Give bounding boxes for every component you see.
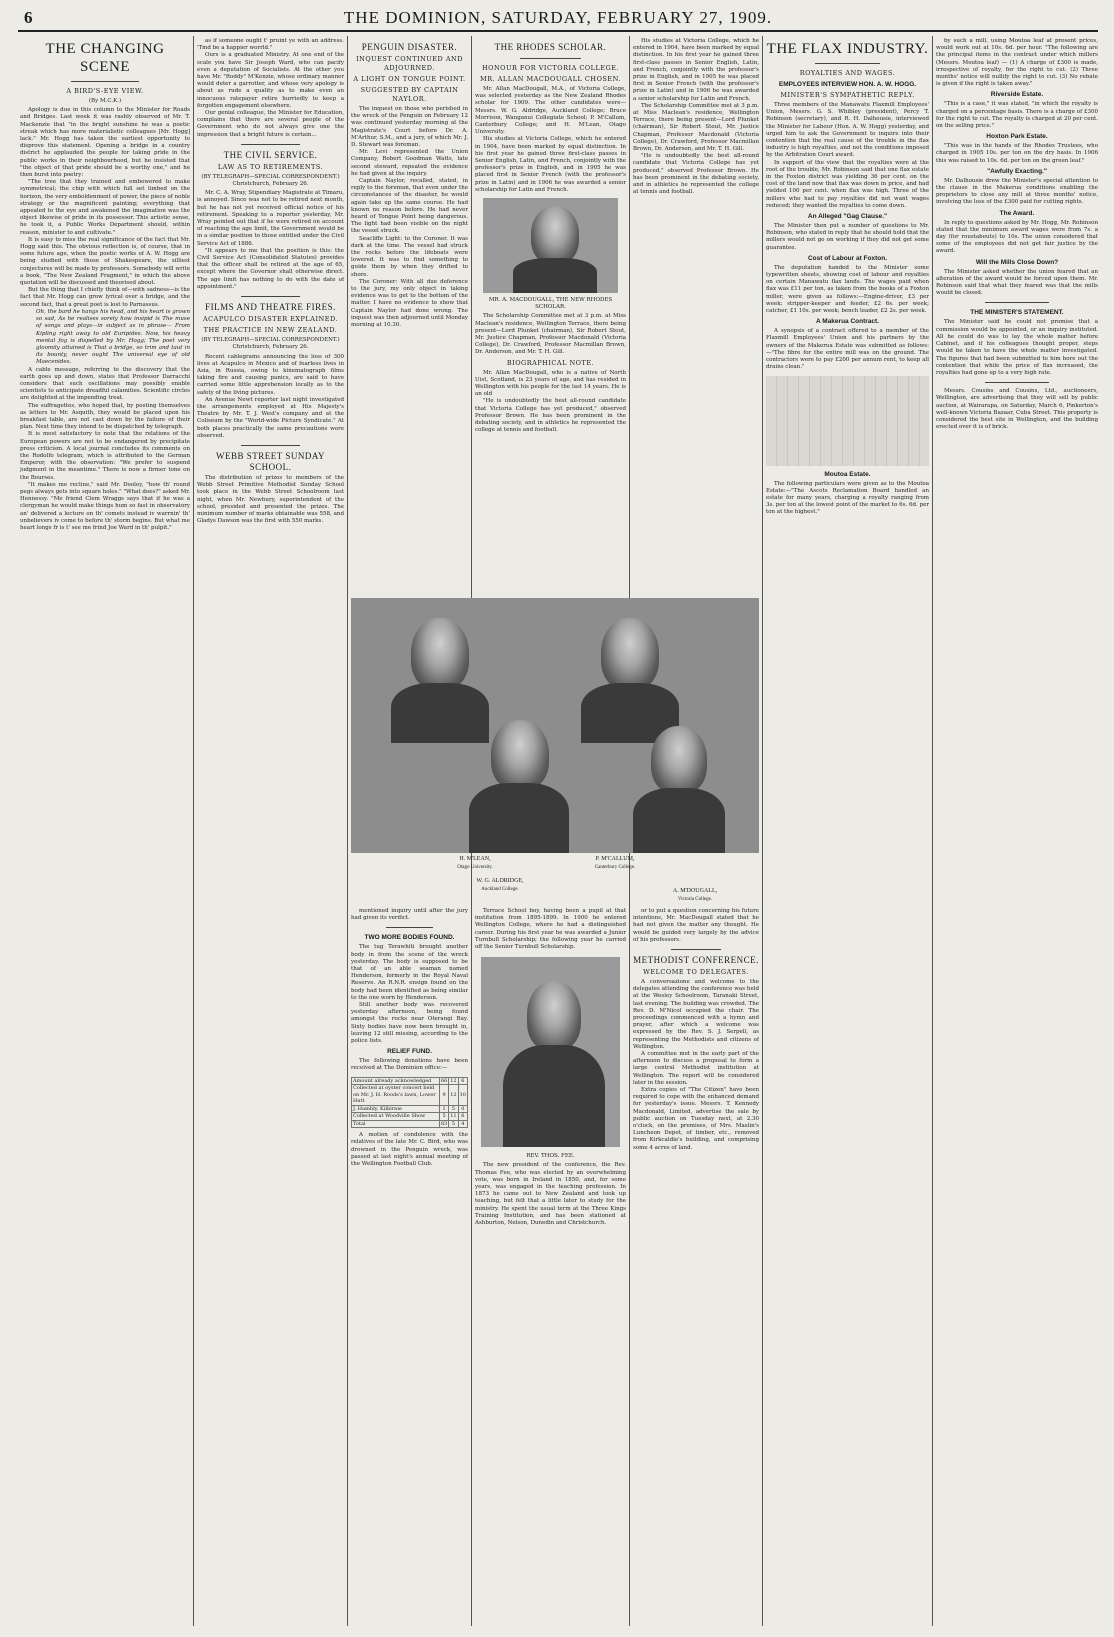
rhodes-portrait	[483, 198, 618, 293]
section-subhead: The Award.	[999, 209, 1035, 217]
verse: Oh, the bard he hangs his head, and his heart is grown so sad, As he realises sorely how insipid is The muse of songs and plays—in subject as in phrase— From Kipling right away to old Euripides. Now, his heavy mental fog is dispelled by Mr. Hogg; The poet very gloomily attained is That a bridge, so trim and taut in its bounty, never ought The universal eye of old Maecenides.	[36, 308, 190, 366]
divider	[241, 296, 300, 297]
section-subhead: Riverside Estate.	[990, 91, 1044, 99]
portrait-head	[531, 206, 579, 264]
photo-caption	[430, 856, 520, 871]
paragraph: "He is undoubtedly the best all-round candidate that Victoria College has yet produced," observed Professor Brown. He has been prominent in the debating society, and in athletics he represented the college at tennis and football.	[475, 398, 626, 434]
divider	[985, 382, 1050, 383]
divider	[71, 81, 139, 82]
paragraph: Mr. Allan MacDougall, who is a native of North Uist, Scotland, is 23 years of age, and has resided in Wellington with his people for the last 14 years. He is an old	[475, 369, 626, 398]
relief-fund-amount: 11	[450, 1113, 457, 1120]
relief-fund-amount: 66	[440, 1077, 448, 1084]
portrait-head	[651, 726, 707, 794]
relief-fund-row	[352, 1077, 468, 1085]
section-subhead: Moutoa Estate.	[824, 470, 871, 478]
paragraph: "This was in the hands of the Rhodes Trustees, who charged in 1905 10s. per ton on the dry basis. In 1906 this was raised to 10s. 6d. per ton on the green leaf."	[936, 143, 1098, 164]
byline: (By M.C.K.)	[88, 98, 122, 104]
divider	[386, 927, 433, 928]
section-subhead: Cost of Labour at Foxton.	[807, 254, 888, 262]
paragraph: The Minister then put a number of questions to Mr. Robinson, who stated in reply that he should hold that the millers would not go on working if they did not get some guarantee.	[766, 223, 929, 251]
caption-name: P. M'CALLUM,	[595, 856, 635, 862]
column-rule	[932, 36, 933, 1626]
column-rhodes	[475, 38, 626, 593]
portrait-body	[503, 1045, 605, 1147]
dateline: (BY TELEGRAPH—SPECIAL CORRESPONDENT.) Christchurch, February 26.	[201, 337, 340, 351]
column-methodist	[633, 908, 759, 1623]
article-subhead: THE PRACTICE IN NEW ZEALAND.	[203, 326, 338, 335]
paragraph: Mr. Allan MacDougall, M.A., of Victoria College, was selected yesterday as the New Zealand Rhodes scholar for 1909. The other candidates were—Messrs. W. G. Aldridge, Auckland College; Bruce Morrison, Wanganui Collegiate School; P. M'Callum, Canterbury College; and H. M'Lean, Otago University.	[475, 86, 626, 136]
section-subhead: A Makerua Contract.	[816, 318, 879, 326]
fee-portrait	[481, 957, 620, 1147]
paragraph: Mr. Levi represented the Union Company, Robert Goodman Watts, late second steward, repeated the evidence he had given at the inquiry.	[351, 149, 468, 177]
article-subhead: MR. ALLAN MACDOUGALL CHOSEN.	[480, 75, 621, 83]
column-rule	[347, 36, 348, 1626]
article-subhead: LAW AS TO RETIREMENTS.	[217, 162, 324, 171]
paragraph: "It appears to me that the position is this: the Civil Service Act (Consolidated Statutes) provides that the officer shall be retired at the age of 65, except where the Governor shall otherwise direct. The age limit has nothing to do with the date of appointment."	[197, 247, 344, 290]
caption-name: H. M'LEAN,	[459, 856, 491, 862]
article-subhead: ACAPULCO DISASTER EXPLAINED.	[202, 315, 338, 324]
caption-college: Victoria College.	[677, 896, 713, 902]
divider	[815, 63, 880, 64]
section-subhead: "Awfully Exacting."	[987, 167, 1047, 175]
article-subhead: EMPLOYEES INTERVIEW HON. A. W. HOGG.	[778, 81, 917, 88]
paragraph: The Scholarship Committee met at 3 p.m. at Miss Maclean's residence, Wellington Terrace, there being present—Lord Plunket (chairman), Sir Robert Stout, Mr. Justice Chapman, Professor Macdonald (Victoria College), Dr. Crawford, Professor Macmillan Brown, Dr. Anderson, and Mr. T. H. Gill.	[633, 102, 759, 153]
paragraph: But the thing that I chiefly think of—with sadness—is the fact that Mr. Hogg can grow lyrical over a bridge, and the second fact, that a great poet is lost to Parnassus.	[20, 287, 190, 308]
paragraph: The Minister asked whether the union feared that an alteration of the award would be forced upon them. Mr. Robinson said that what they feared was that the mills would be closed.	[936, 268, 1098, 297]
relief-fund-amount: 12	[449, 1085, 458, 1106]
article-heading: METHODIST CONFERENCE.	[633, 955, 759, 966]
relief-fund-row	[352, 1120, 468, 1128]
article-subhead: A LIGHT ON TONGUE POINT.	[353, 75, 466, 83]
relief-fund-amount: 5	[439, 1113, 448, 1121]
paragraph: "He is undoubtedly the best all-round candidate that Victoria College has yet produced," observed Professor Brown. He has been prominent in the debating society, and in athletics he represented the college at tennis and football.	[633, 153, 759, 196]
article-heading: WEBB STREET SUNDAY SCHOOL.	[215, 450, 325, 472]
column-changing-scene	[20, 38, 190, 1623]
paragraph: Three members of the Manawatu Flaxmill Employees' Union, Messrs. G. S. Whibley (president), Percy T. Robinson (secretary), and R. H. Dalhousie, interviewed the Minister for Labour (Hon. A. W. Hogg) yesterday, and urged him to ask the Government to inquire into their contention that the real cause of the trouble in the flax industry is high royalties, and not the conditions imposed by the Arbitration Court award.	[766, 102, 929, 159]
photo-caption	[640, 888, 750, 903]
article-heading: RELIEF FUND.	[387, 1048, 432, 1056]
paragraph: An Avenue Newt reporter last night investigated the arrangements employed at His Majesty's Theatre by Mr. T. J. West's company and at the Coliseum by the "World-wide Picture Syndicate." At both places practically the same precautions were observed.	[197, 396, 344, 439]
candidates-photograph	[351, 598, 759, 853]
paragraph: Mr. C. A. Wray, Stipendiary Magistrate at Timaru, is annoyed. Since was not to be retired next month, but he has not yet received official notice of his retirement. Speaking to a reporter yesterday, Mr. Wray pointed out that if he were retired on account of reaching the age limit, the Government would be in a similar position to those entitled under the Civil Service Act of 1886.	[197, 190, 344, 247]
portrait-body	[633, 788, 725, 853]
paragraph: It is easy to miss the real significance of the fact that Mr. Hogg said this. The obvious reflection is, of course, that in some future age, when the poetic works of A. W. Hogg are being studied with those of Shakespeare, the silliest conjectures will be made by professors. Somebody will write a book, "The New Zealand Fragment," in which the above quotation will be discussed and theorised about.	[20, 236, 190, 287]
divider	[520, 58, 580, 59]
paragraph: A committee met in the early part of the afternoon to discuss a proposal to form a large central Methodist institution at Wellington. The report will be considered later in the session.	[633, 1051, 759, 1086]
relief-fund-amount: 12	[450, 1077, 457, 1084]
relief-fund-amount: 6	[458, 1077, 467, 1085]
paragraph: The distribution of prizes to members of the Webb Street Primitive Methodist Sunday School took place in the Webb Street Schoolroom last night, when Mr. Newbury, superintendent of the school, presided and presented the prizes. The minimum number of marks obtainable was 558, and Gladys Dawson was the first with 550 marks.	[197, 474, 344, 525]
relief-fund-amount: 5	[449, 1105, 458, 1113]
paragraph: Seacliffe Light: to the Coroner. It was dark at the time. The vessel had struck the rocks before the lifeboats were lowered. It was to find something to guide them by when they drifted to shore.	[351, 235, 468, 278]
relief-fund-row	[352, 1085, 468, 1106]
paragraph: His studies at Victoria College, which he entered in 1904, have been marked by equal distinction. In his first year he gained three first-class passes in Senior English, Latin, and French, conjointly with the professor's prize in English, and in 1905 he was placed first in Senior French (with the professor's prize in Latin) and in 1906 he was awarded a senior scholarship for Latin and French.	[633, 38, 759, 102]
article-heading: FILMS AND THEATRE FIRES.	[205, 302, 336, 313]
section-subhead: Will the Mills Close Down?	[975, 258, 1059, 266]
paragraph: The Minister said he could not promise that a commission would be appointed, or an inquiry instituted. All he could do was to lay the whole matter before Cabinet, and if his colleagues thought proper, steps would be taken to have the whole matter investigated. The figures that had been submitted to him bore out the contention that while the price of flax increased, the royalties had gone up to a very high rate.	[936, 319, 1098, 376]
column-penguin	[351, 38, 468, 593]
section-subhead: Hoxton Park Estate.	[986, 133, 1048, 141]
column-rhodes-side	[633, 38, 759, 593]
paragraph: Our genial colleague, the Minister for Education, complains that there are several people of the Government who do not always give one the impression that a bright future is certain...	[197, 110, 344, 138]
paragraph: "This is a case," it was stated, "in which the royalty is charged on a percentage basis. There is a charge of £300 for the right to cut. The royalty is charged at 20 per cent. on the selling price."	[936, 101, 1098, 130]
caption-name: A. M'DOUGALL,	[672, 888, 718, 894]
article-subhead: INQUEST CONTINUED AND ADJOURNED.	[356, 55, 463, 72]
photo-caption	[570, 856, 660, 871]
caption-college: Canterbury College.	[594, 864, 636, 870]
paragraph: Mr. Dalhousie drew the Minister's special attention to the clause in the Makerua conditions enabling the proprietors to close any mill at three months' notice, involving the loss of the £300 paid for cutting rights.	[936, 177, 1098, 206]
paragraph: The Coroner: With all due deference to the jury, my only object in taking evidence was to get to the bottom of the matter. I have no evidence to show that Captain Naylor had done wrong. The inquest was then adjourned until Monday morning at 10.30.	[351, 278, 468, 329]
paragraph: A conversazione and welcome to the delegates attending the conference was held at the Wesley Schoolroom, Taranaki Street, last evening. The building was crowded. The Rev. D. M'Nicol occupied the chair. The proceedings commenced with a hymn and prayer, after which a welcome was expressed by the Rev. S. J. Serpell, as representing the Methodists and citizens of Wellington.	[633, 979, 759, 1050]
masthead	[18, 8, 1098, 32]
portrait-head	[601, 618, 659, 690]
article-subhead: SUGGESTED BY CAPTAIN NAYLOR.	[360, 86, 459, 103]
relief-fund-donor: Total	[352, 1120, 440, 1128]
paragraph: Extra copies of "The Citizen" have been required to cope with the enhanced demand for yesterday's issue. Messrs. T. Kennedy Macdonald, Limited, advertise the sale by public auction on Tuesday next, at 2.30 o'clock, on the premises, of Mrs. Maslin's Luncheon Depot, of timber, etc., removed from Kirkcaldie's building, and comprising some 4 acres of land.	[633, 1087, 759, 1151]
masthead-title: THE DOMINION, SATURDAY, FEBRUARY 27, 1909.	[343, 8, 773, 27]
paragraph: Ours is a graduated Ministry. At one end of the scale you have Sir Joseph Ward, who can pacify even a deputation of Socialists. At the other you have Mr. "Roddy" M'Kenzie, whose ordinary manner would deter a garrotter, and whose very apology is about as rude a quality as to make even an innocuous ratepayer retire hurriedly to keep a forgotten engagement elsewhere.	[197, 52, 344, 109]
portrait-body	[391, 683, 489, 743]
relief-fund-amount: 83	[440, 1120, 448, 1127]
relief-fund-donor: Collected at oyster concert held on Mr. J. H. Roods's lawn, Lower Hutt	[352, 1085, 440, 1106]
divider	[241, 144, 300, 145]
column-flax	[766, 38, 929, 1623]
paragraph: by such a mill, using Moutoa leaf at present prices, would work out at 10s. 6d. per hour. "The following are the principal items in the contract under which millers (Messrs. Moutoa leaf) — (1) A charge of £300 is made, irrespective of royalty, for the right to cut. (2) Three months' notice will nullify the right to cut. (3) No rebate is given if the right is taken away."	[936, 38, 1098, 88]
article-subhead: A BIRD'S-EYE VIEW.	[66, 87, 144, 95]
divider	[985, 302, 1050, 303]
relief-fund-amount: 0	[458, 1105, 467, 1113]
paragraph: It is most satisfactory to note that the relations of the European powers are not to be endangered by precipitate press criticism. A local journal concludes its comments on the Rodolfo telegram, which is attributed to the German Emperor, with the observation: "We prefer to suspend judgment in the meantime." There is now a firmer tone on the Bourses.	[20, 431, 190, 481]
paragraph: The following donations have been received at The Dominion office:—	[351, 1058, 468, 1072]
article-heading: PENGUIN DISASTER.	[361, 42, 458, 52]
paragraph: The suffragettes, who hoped that, by posting themselves as letters to Mr. Asquith, they would be placed upon his breakfast table, are not cast down by the failure of their plan. Next time they intend to be dispatched by telegraph.	[20, 402, 190, 431]
relief-fund-table	[351, 1077, 468, 1129]
portrait-head	[411, 618, 469, 690]
caption-college: Otago University.	[457, 864, 493, 870]
paragraph: In support of the view that the royalties were at the root of the trouble, Mr. Robinson said that one flax estate in the Foxton district was yielding 36 per cent. on the cost of the land now that flax was down in price, and had yielded 100 per cent. when flax was high. Three of the millers who had to pay royalties did not want wages reduced; they wanted the royalties to come down.	[766, 159, 929, 209]
photo-caption: REV. THOS. FEE.	[526, 1153, 575, 1160]
paragraph: Messrs. Cousins and Cousins, Ltd., auctioneers, Wellington, are advertising that they will sell by public auction, at Wairarapa, on Saturday, March 6, Pinkerton's well-known Victoria Bazaar, Cuba Street. This property is considered the best site in Wellington, and the building erected over it is of brick.	[936, 388, 1098, 431]
dateline: (BY TELEGRAPH—SPECIAL CORRESPONDENT.) Christchurch, February 26.	[201, 173, 340, 188]
article-subhead: HONOUR FOR VICTORIA COLLEGE.	[481, 64, 620, 72]
paragraph: Captain Naylor, recalled, stated, in reply to the foreman, that even under the circumstances of the disaster, he would again take up the same course. He had known no reason before. He had never heard of Tongue Point being dangerous. The light had been visible on the night the vessel struck.	[351, 178, 468, 235]
paragraph: The following particulars were given as to the Moutoa Estate:—"The Ascots Reclamation Board handled an estate for many years, charging a royalty ranging from 3s. per ton at the lowest point of the market to 6s. 6d. per ton at the highest."	[766, 480, 929, 516]
section-subhead: THE MINISTER'S STATEMENT.	[970, 309, 1064, 317]
relief-fund-donor: Collected at Woodville Show	[352, 1113, 440, 1121]
article-heading: TWO MORE BODIES FOUND.	[364, 934, 455, 942]
caption-college: Auckland College.	[481, 886, 519, 892]
photo-caption: MR. A. MACDOUGALL, THE NEW RHODES SCHOLAR.	[488, 297, 613, 311]
article-heading: THE RHODES SCHOLAR.	[494, 42, 607, 52]
paragraph: "It makes me recline," said Mr. Dooley, "how th' round pegs always gets into square holes." "What does?" asked Mr. Hennessy. "Me friend Clem Wraggs says that if he was a clergyman he would make things hum so fast in observatory an' delivered a lecture on th' comets instead iv warrnin' th' unbelievers iv come to before th' storm begins. But what me heart longs fr is t' see me frind Joe Ward in th' pulpit."	[20, 481, 190, 531]
portrait-head	[527, 981, 581, 1051]
divider	[241, 445, 300, 446]
portrait-head	[491, 720, 549, 790]
paragraph: The Scholarship Committee met at 3 p.m. at Miss Maclean's residence, Wellington Terrace, there being present—Lord Plunket (chairman), Sir Robert Stout, Mr. Justice Chapman, Professor Macdonald (Victoria College), Dr. Crawford, Professor Macmillan Brown, Dr. Anderson, and Mr. T. H. Gill.	[475, 313, 626, 356]
portrait-body	[469, 783, 569, 853]
paragraph: A motion of condolence with the relatives of the late Mr. C. Bird, who was drowned in the Penguin wreck, was passed at last night's annual meeting of the Wellington Football Club.	[351, 1132, 468, 1167]
paragraph: A synopsis of a contract offered to a member of the Flaxmill Employees' Union and his partners by the owners of the Makerua Estate was submitted as follows:—"The fibre for the entire mill was on the ground. The contractors were to pay £200 per annum rent, to keep all drains clean."	[766, 328, 929, 371]
article-title: THE FLAX INDUSTRY.	[766, 41, 929, 57]
paragraph: as if someone ought t' pruint ye with an address. 'Tmd be a happier worrld."	[197, 38, 344, 52]
divider	[671, 949, 721, 950]
relief-fund-amount: 10	[458, 1085, 467, 1106]
paragraph: The tug Terawhiti brought another body in from the scene of the wreck yesterday. The body is supposed to be that of an able seaman named Henderson, formerly in the Royal Naval Reserve. An R.N.R. ensign found on the body had been identified as being similar to the one worn by Henderson.	[351, 944, 468, 1001]
paragraph: The deputation handed to the Minister some typewritten sheets, showing cost of labour and royalties on certain Manawatu flax lands. The wages paid when flax was £11 per ton, as taken from the books of a Foxton miller, were given as follows:—Engine-driver, £3 per week; stripper-keeper and feeder, £2 6s. per week; catcher, £1 10s. per week; bench leader, £2 2s. per week.	[766, 264, 929, 315]
caption-name: W. G. ALDRIDGE,	[476, 878, 524, 884]
column-rule	[762, 36, 763, 1626]
paragraph: Recent cablegrams announcing the loss of 300 lives at Acapulco in Mexico and of fearless lives in Asia, in Russia, owing to kinematograph films taking fire and causing panics, are said to have carried some little apprehension locally as to the safety of the living pictures.	[197, 353, 344, 396]
paragraph: In reply to questions asked by Mr. Hogg, Mr. Robinson stated that the minimum award wages were from 7s. a day (for roustabouts) to 10s. The union considered that some of the employees did not get fair justice by the award.	[936, 219, 1098, 255]
portrait-body	[513, 258, 597, 293]
column-two	[197, 38, 344, 1623]
relief-fund-row	[352, 1113, 468, 1121]
article-subhead: MINISTER'S SYMPATHETIC REPLY.	[780, 91, 915, 99]
paragraph: Terrace School boy, having been a pupil at that institution from 1895-1899. In 1900 he entered Wellington College, where he had a distinguished career. During his first year he was awarded a Junior Turnbull Scholarship; the following year he carried off the Senior Turnbull Scholarship.	[475, 908, 626, 951]
relief-fund-amount: 5	[449, 1120, 458, 1128]
paragraph: The inquest on those who perished in the wreck of the Penguin on February 12 was continued yesterday morning at the Magistrate's Court before Dr. A. M'Arthur, S.M., and a jury, of which Mr. J. D. Stewart was foreman.	[351, 106, 468, 149]
paragraph: A cable message, referring to the discovery that the earth goes up and down, states that Professor Darracchi considers that such oscillations may possibly enable scientists to anticipate dreadful calamities. Scientific circles are delighted at the impending treat.	[20, 366, 190, 402]
photo-caption	[445, 878, 555, 893]
article-subhead: ROYALTIES AND WAGES.	[799, 69, 896, 77]
paragraph: Apology is due in this column to the Minister for Roads and Bridges. Last week it was rashly observed of Mr. T. Mackenzie that "in the bright sunshine he was a poetic streak which has more materialistic colleagues [Mr. Hogg] lack." Mr. Hogg has taken the earliest opportunity to disprove this statement. Opening a bridge in a country district he applauded the people for taking pride in the public works in their neighbourhood, but he insisted that "the object of that pride should be a worthy one," and he then burst into poetry:	[20, 107, 190, 179]
article-title: THE CHANGING SCENE	[45, 41, 165, 75]
relief-fund-amount: 9	[439, 1085, 448, 1106]
article-subhead: WELCOME TO DELEGATES.	[643, 968, 749, 977]
column-rhodes-continued	[475, 908, 626, 1623]
page-number: 6	[24, 8, 33, 27]
relief-fund-donor: Amount already acknowledged	[352, 1077, 440, 1085]
paragraph: "The tree that they trained and embowered to make symmetrical; the chip with which full set limbed on the horizon, the very emboldenment of power, the piece of noble strategy or the magnificent painting; everything that appealed to the eye and awakened the imagination was the object likewise of pride in its possessor. This artistic sense, he took it, a Public Works Department should, within reason, minister to and cultivate."	[20, 179, 190, 236]
royalty-chart	[766, 376, 929, 466]
paragraph: His studies at Victoria College, which he entered in 1904, have been marked by equal distinction. In his first year he gained three first-class passes in Senior English, Latin, and French, conjointly with the professor's prize in English, and in 1905 he was placed first in Senior French (with the professor's prize in Latin) and in 1906 he was awarded a senior scholarship for Latin and French.	[475, 136, 626, 193]
relief-fund-amount: 1	[439, 1105, 448, 1113]
column-penguin-continued	[351, 908, 468, 1623]
relief-fund-amount: 6	[458, 1113, 467, 1121]
paragraph: or to put a question concerning his future intentions, Mr. MacDougall stated that he had not given the matter any thought. He would be guided very largely by the advice of his professors.	[633, 908, 759, 943]
relief-fund-row	[352, 1105, 468, 1113]
column-flax-continued	[936, 38, 1098, 1623]
section-subhead: An Alleged "Gag Clause."	[807, 213, 888, 221]
article-heading: THE CIVIL SERVICE.	[223, 149, 318, 160]
relief-fund-donor: J. Hambly, Kilbirnie	[352, 1105, 440, 1113]
relief-fund-amount: 4	[458, 1120, 467, 1128]
paragraph: mentioned inquiry until after the jury had given its verdict.	[351, 908, 468, 922]
column-rule	[193, 36, 194, 1626]
paragraph: Still another body was recovered yesterday afternoon, being found amongst the rocks near Oterangi Bay. Sixty bodies have now been brought in, leaving 12 still missing, according to the police lists.	[351, 1002, 468, 1045]
paragraph: The new president of the conference, the Rev. Thomas Fee, who was elected by an overwhelming vote, was born in Ireland in 1850, and, for some years, was engaged in the teaching profession. In 1873 he came out to New Zealand and took up teaching, but felt that a little later to study for the ministry. He spent the usual term at the Three Kings Training Institution, and has been stationed at Ashburton, Nelson, Dunedin and Christchurch.	[475, 1162, 626, 1227]
article-subhead: BIOGRAPHICAL NOTE.	[506, 358, 595, 367]
